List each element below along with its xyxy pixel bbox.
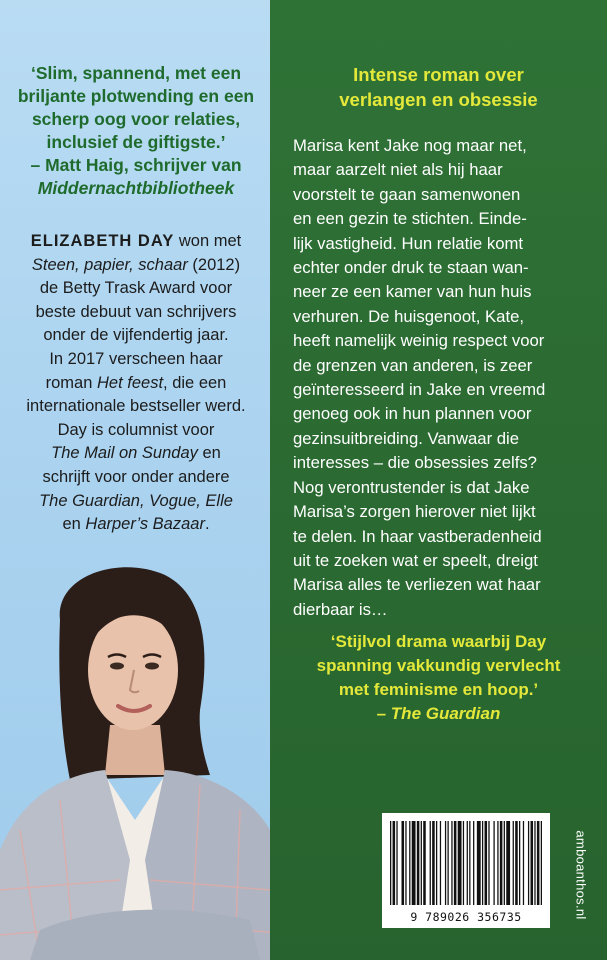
author-bio (8, 230, 264, 537)
review-source: The Guardian (390, 704, 501, 723)
bio-text: en (197, 444, 221, 463)
barcode-bar (523, 821, 524, 905)
barcode-bar (402, 821, 405, 905)
barcode-bar (463, 821, 464, 905)
bio-publication: The Guardian, Vogue, Elle (39, 491, 233, 510)
barcode-bar (473, 821, 474, 905)
barcode-bar (477, 821, 481, 905)
blurb-line: genoeg ook in hun plannen voor (293, 404, 532, 424)
headline (270, 62, 607, 112)
blurb-line: Marisa’s zorgen hierover niet lijkt (293, 502, 536, 522)
blurb-line: Nog verontrustender is dat Jake (293, 477, 530, 497)
publisher-url: amboanthos.nl (573, 830, 589, 920)
barcode-bar (488, 821, 489, 905)
barcode-bar (454, 821, 457, 905)
bio-text: (2012) (187, 255, 241, 274)
barcode-bar (417, 821, 420, 905)
barcode-bar (531, 821, 534, 905)
barcode-bar (500, 821, 503, 905)
blurb-line: Marisa kent Jake nog maar net, (293, 136, 527, 155)
barcode-bar (390, 821, 391, 905)
bio-text: internationale bestseller werd. (26, 397, 246, 416)
author-quote (10, 62, 262, 200)
author-portrait (0, 560, 270, 960)
bio-text: de Betty Trask Award voor (39, 279, 233, 298)
bio-text: roman (45, 373, 97, 392)
review-dash: – (376, 704, 391, 723)
barcode-bar (436, 821, 437, 905)
quote-line: inclusief de giftigste.’ (46, 132, 226, 152)
barcode-bar (519, 821, 520, 905)
barcode-bar (447, 821, 448, 905)
review-line: met feminisme en hoop.’ (338, 680, 539, 699)
quote-book-title: Middernachtbibliotheek (37, 178, 235, 198)
publisher-url-box (566, 820, 596, 930)
blurb-line: te delen. In haar vastberadenheid (293, 526, 542, 546)
barcode-bar (515, 821, 518, 905)
blurb-line: de grenzen van anderen, is zeer (293, 355, 533, 375)
blurb-line: dierbaar is… (293, 599, 388, 619)
blurb-line: verhuren. De huisgenoot, Kate, (293, 306, 524, 326)
barcode-bar (469, 821, 470, 905)
blurb-line: uit te zoeken wat er speelt, dreigt (293, 550, 538, 570)
blurb-line: geïnteresseerd in Jake en vreemd (293, 380, 546, 400)
bio-book-title: Steen, papier, schaar (31, 255, 188, 274)
barcode-bar (409, 821, 410, 905)
barcode-bar (467, 821, 468, 905)
barcode-bar (537, 821, 540, 905)
bio-book-title: Het feest (97, 373, 164, 392)
barcode-bar (432, 821, 435, 905)
bio-text: Day is columnist voor (57, 420, 215, 439)
barcode-bar (445, 821, 446, 905)
barcode-bar (497, 821, 498, 905)
barcode-bar (482, 821, 483, 905)
barcode-bar (513, 821, 514, 905)
blurb (293, 134, 583, 622)
barcode-bar (440, 821, 441, 905)
blurb-line: gezinsuitbreiding. Vanwaar die (293, 428, 520, 448)
barcode-bar (423, 821, 426, 905)
barcode-bar (485, 821, 488, 905)
barcode-bars (390, 821, 542, 905)
quote-line: briljante plotwending en een (17, 86, 255, 106)
barcode-bar (421, 821, 422, 905)
blurb-line: lijk vastigheid. Hun relatie komt (293, 233, 524, 253)
barcode-bar (451, 821, 452, 905)
barcode-bar (493, 821, 494, 905)
barcode-bar (458, 821, 462, 905)
barcode-bar (396, 821, 397, 905)
bio-text: en (62, 515, 86, 534)
quote-attribution: – Matt Haig, schrijver van (30, 155, 242, 175)
blurb-line: maar aarzelt niet als hij haar (293, 160, 503, 180)
bio-text: beste debuut van schrijvers (35, 302, 237, 321)
headline-line: Intense roman over (353, 64, 524, 85)
left-panel (0, 0, 270, 960)
review-quote (270, 630, 607, 726)
bio-text: In 2017 verscheen haar (49, 349, 223, 368)
blurb-line: interesses – die obsessies zelfs? (293, 453, 537, 473)
blurb-line: Marisa alles te verliezen wat haar (293, 575, 541, 595)
bio-text: schrijft voor onder andere (42, 467, 230, 486)
quote-line: scherp oog voor relaties, (31, 109, 241, 129)
barcode-bar (534, 821, 535, 905)
barcode-bar (528, 821, 529, 905)
barcode-bar (430, 821, 431, 905)
author-name: ELIZABETH DAY (30, 232, 175, 250)
bio-text: won met (174, 232, 242, 250)
barcode-bar (506, 821, 510, 905)
review-line: spanning vakkundig vervlecht (316, 656, 561, 675)
headline-line: verlangen en obsessie (339, 89, 538, 110)
isbn-number: 9 789026 356735 (410, 910, 522, 924)
bio-text: , die een (163, 373, 227, 392)
barcode-bar (541, 821, 542, 905)
right-panel (270, 0, 607, 960)
bio-publication: Harper’s Bazaar (85, 515, 205, 534)
barcode-bar (504, 821, 505, 905)
bio-publication: The Mail on Sunday (51, 444, 198, 463)
blurb-line: neer ze een kamer van hun huis (293, 282, 532, 302)
bio-text: . (204, 515, 210, 534)
barcode (382, 813, 550, 928)
barcode-bar (405, 821, 406, 905)
barcode-bar (412, 821, 416, 905)
bio-text: onder de vijfendertig jaar. (43, 326, 229, 345)
blurb-line: echter onder druk te staan wan- (293, 258, 529, 278)
blurb-line: voorstelt te gaan samenwonen (293, 184, 521, 204)
barcode-bar (393, 821, 396, 905)
blurb-line: heeft namelijk weinig respect voor (293, 331, 545, 351)
blurb-line: en een gezin te stichten. Einde- (293, 209, 527, 229)
review-line: ‘Stijlvol drama waarbij Day (330, 632, 547, 651)
quote-line: ‘Slim, spannend, met een (30, 63, 242, 83)
